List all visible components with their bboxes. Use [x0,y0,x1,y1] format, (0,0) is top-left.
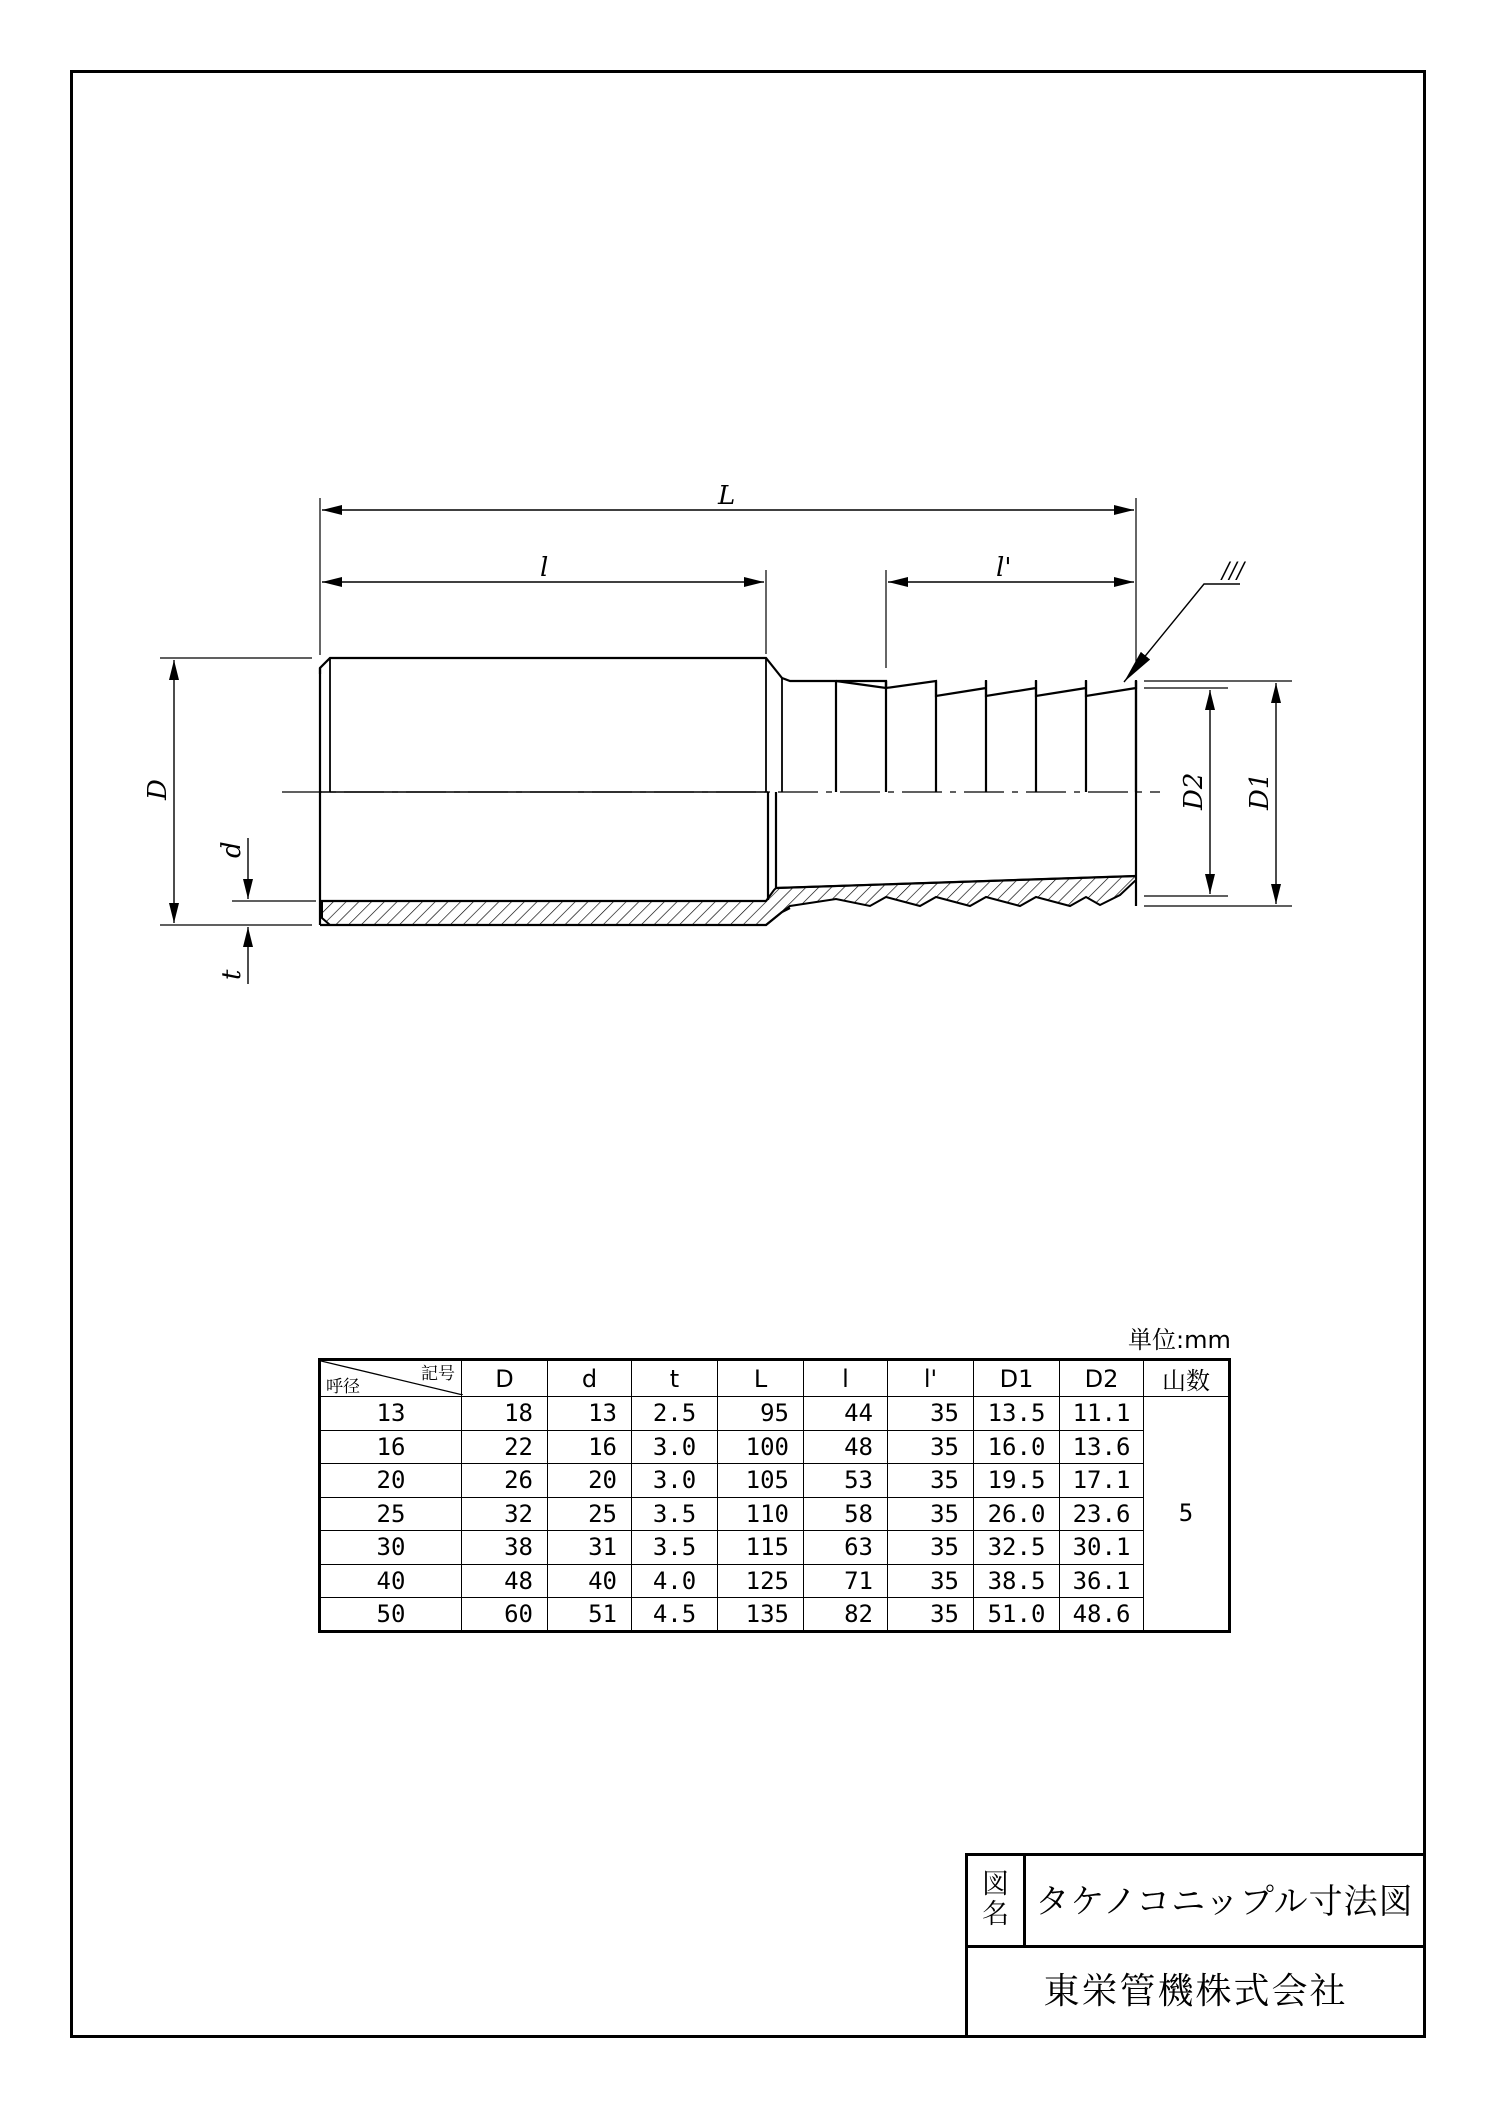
title-block-label-bottom: 名 [982,1899,1009,1930]
table-row [320,1397,1230,1431]
corner-header [320,1360,462,1397]
cell-D2: 23.6 [1060,1497,1144,1531]
cell-D1: 13.5 [974,1397,1060,1431]
table-row [320,1564,1230,1598]
cell-thread-count: 5 [1144,1397,1230,1632]
table-header-row [320,1360,1230,1397]
cell-t: 3.5 [632,1531,718,1565]
corner-header-top: 記号 [421,1364,455,1384]
cell-D: 48 [462,1564,548,1598]
cell-D: 60 [462,1598,548,1632]
cell-t: 4.5 [632,1598,718,1632]
cell-D: 18 [462,1397,548,1431]
cell-L: 95 [718,1397,804,1431]
cell-t: 2.5 [632,1397,718,1431]
cell-l: 58 [804,1497,888,1531]
cell-L: 135 [718,1598,804,1632]
table-row [320,1430,1230,1464]
col-header-L: L [718,1360,804,1397]
cell-D1: 38.5 [974,1564,1060,1598]
section-hatching [322,876,1136,925]
cell-l-prime: 35 [888,1598,974,1632]
label-D1: D1 [1245,772,1275,810]
label-D2: D2 [1179,772,1209,810]
cell-D2: 11.1 [1060,1397,1144,1431]
cell-d: 13 [548,1397,632,1431]
col-header-threads: 山数 [1144,1360,1230,1397]
cell-l: 63 [804,1531,888,1565]
cell-L: 115 [718,1531,804,1565]
label-l-prime: l' [996,553,1012,583]
label-d: d [217,841,247,858]
label-D: D [143,779,173,800]
table-row [320,1497,1230,1531]
cell-l: 53 [804,1464,888,1498]
cell-size: 16 [320,1430,462,1464]
cell-D: 38 [462,1531,548,1565]
cell-l-prime: 35 [888,1531,974,1565]
table-row [320,1531,1230,1565]
cell-d: 31 [548,1531,632,1565]
table-row [320,1464,1230,1498]
cell-D1: 16.0 [974,1430,1060,1464]
corner-header-bottom: 呼径 [326,1377,360,1397]
cell-t: 3.0 [632,1430,718,1464]
cell-size: 30 [320,1531,462,1565]
cell-L: 125 [718,1564,804,1598]
cell-size: 50 [320,1598,462,1632]
cell-D2: 36.1 [1060,1564,1144,1598]
cell-t: 3.5 [632,1497,718,1531]
cell-size: 25 [320,1497,462,1531]
dimension-table [318,1358,1231,1633]
label-L: L [718,481,736,511]
cell-d: 20 [548,1464,632,1498]
cell-d: 51 [548,1598,632,1632]
thread-leader [1124,584,1240,682]
cell-t: 3.0 [632,1464,718,1498]
cell-size: 13 [320,1397,462,1431]
cell-l: 82 [804,1598,888,1632]
cell-L: 100 [718,1430,804,1464]
label-t: t [217,969,247,980]
drawing-title: タケノコニップル寸法図 [1026,1856,1423,1948]
cell-size: 20 [320,1464,462,1498]
cell-D2: 13.6 [1060,1430,1144,1464]
cell-l-prime: 35 [888,1497,974,1531]
cell-l: 71 [804,1564,888,1598]
cell-D: 26 [462,1464,548,1498]
label-thread: /// [1222,559,1245,584]
cell-size: 40 [320,1564,462,1598]
col-header-D2: D2 [1060,1360,1144,1397]
title-block-label-top: 図 [982,1869,1009,1900]
cell-l: 48 [804,1430,888,1464]
col-header-d: d [548,1360,632,1397]
col-header-l: l [804,1360,888,1397]
cell-D1: 32.5 [974,1531,1060,1565]
cell-l-prime: 35 [888,1430,974,1464]
col-header-D1: D1 [974,1360,1060,1397]
cell-D1: 19.5 [974,1464,1060,1498]
cell-D2: 48.6 [1060,1598,1144,1632]
cell-D: 32 [462,1497,548,1531]
cell-d: 16 [548,1430,632,1464]
col-header-D: D [462,1360,548,1397]
cell-d: 25 [548,1497,632,1531]
cell-L: 105 [718,1464,804,1498]
col-header-l-prime: l' [888,1360,974,1397]
title-block [965,1853,1423,2035]
cell-L: 110 [718,1497,804,1531]
cell-D1: 51.0 [974,1598,1060,1632]
cell-D1: 26.0 [974,1497,1060,1531]
unit-label: 単位:mm [1128,1326,1231,1354]
label-l: l [540,553,549,583]
title-block-label [968,1856,1026,1948]
col-header-t: t [632,1360,718,1397]
cell-l-prime: 35 [888,1464,974,1498]
cell-t: 4.0 [632,1564,718,1598]
cell-l-prime: 35 [888,1397,974,1431]
cell-l: 44 [804,1397,888,1431]
cell-D2: 17.1 [1060,1464,1144,1498]
cell-D: 22 [462,1430,548,1464]
cell-d: 40 [548,1564,632,1598]
table-row [320,1598,1230,1632]
company-name: 東栄管機株式会社 [1043,1971,1348,2012]
cell-l-prime: 35 [888,1564,974,1598]
cell-D2: 30.1 [1060,1531,1144,1565]
